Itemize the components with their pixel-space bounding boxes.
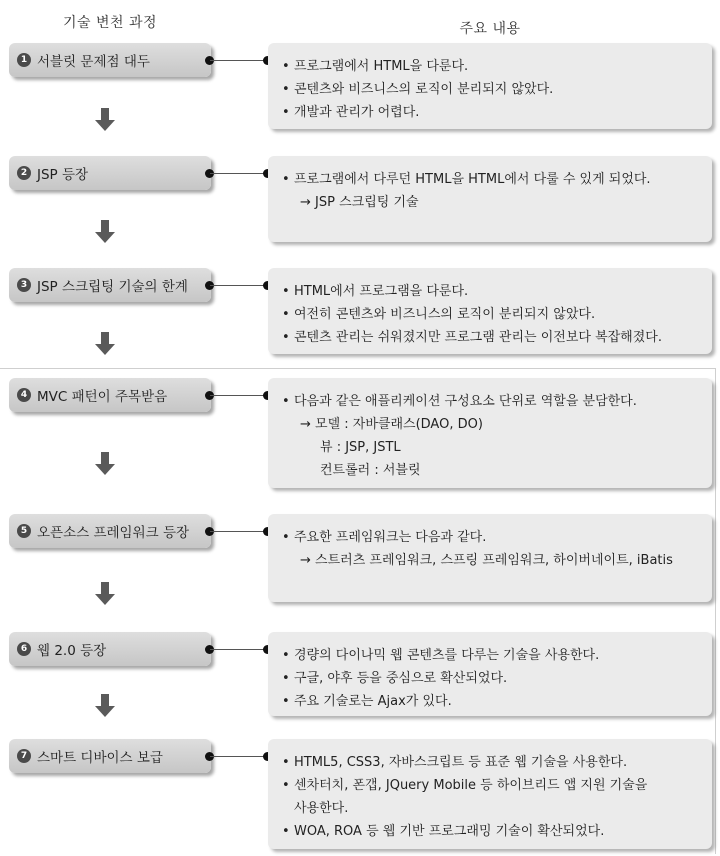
content-text: 프로그램에서 다루던 HTML을 HTML에서 다룰 수 있게 되었다. [294, 172, 651, 187]
content-box-2 [268, 156, 712, 242]
content-line [282, 191, 702, 214]
bullet-icon: • [282, 172, 290, 187]
content-line [282, 459, 702, 482]
content-text: 센차터치, 폰갭, JQuery Mobile 등 하이브리드 앱 지원 기술을 [294, 778, 648, 793]
content-text: 컨트롤러 : 서블릿 [320, 463, 421, 478]
bullet-icon [282, 549, 294, 572]
content-line [282, 303, 702, 326]
stage-4 [9, 378, 211, 412]
connector-line [210, 395, 266, 396]
content-line [282, 751, 702, 774]
connector-line [210, 756, 266, 757]
content-text: HTML5, CSS3, 자바스크립트 등 표준 웹 기술을 사용한다. [294, 755, 628, 770]
stage-1 [9, 43, 211, 77]
stage-6 [9, 632, 211, 666]
content-line [282, 326, 702, 349]
bullet-icon: • [282, 530, 290, 545]
bullet-icon: • [282, 778, 290, 793]
content-box-5 [268, 514, 712, 602]
connector-line [210, 285, 266, 286]
content-line [282, 644, 702, 667]
content-text: WOA, ROA 등 웹 기반 프로그래밍 기술이 확산되었다. [294, 824, 605, 839]
content-text: 여전히 콘텐츠와 비즈니스의 로직이 분리되지 않았다. [294, 307, 596, 322]
stage-2 [9, 156, 211, 190]
bullet-icon: • [282, 824, 290, 839]
content-box-6 [268, 632, 712, 716]
stage-number-badge: 5 [17, 524, 31, 538]
content-text: 주요 기술로는 Ajax가 있다. [294, 694, 452, 709]
bullet-icon: • [282, 671, 290, 686]
down-arrow-icon [95, 220, 115, 244]
stage-label: MVC 패턴이 주목받음 [37, 389, 168, 405]
bullet-icon: • [282, 394, 290, 409]
content-line [282, 667, 702, 690]
content-box-4 [268, 378, 712, 488]
bullet-icon [282, 797, 294, 820]
content-text: 주요한 프레임워크는 다음과 같다. [294, 530, 487, 545]
content-text: 개발과 관리가 어렵다. [294, 105, 420, 120]
bullet-icon: • [282, 755, 290, 770]
content-line [282, 797, 702, 820]
stage-label: 웹 2.0 등장 [37, 643, 107, 659]
content-text: 사용한다. [294, 801, 349, 816]
stage-label: 스마트 디바이스 보급 [37, 750, 163, 766]
content-text: 뷰 : JSP, JSTL [320, 440, 401, 455]
content-text: → 모델 : 자바클래스(DAO, DO) [300, 417, 483, 432]
stage-label: 서블릿 문제점 대두 [37, 54, 150, 70]
content-line [282, 774, 702, 797]
stage-5 [9, 514, 211, 548]
content-box-1 [268, 43, 712, 129]
content-line [282, 436, 702, 459]
bullet-icon [282, 459, 294, 482]
content-line [282, 78, 702, 101]
header-content: 주요 내용 [459, 21, 521, 37]
stage-number-badge: 7 [17, 749, 31, 763]
bullet-icon: • [282, 330, 290, 345]
stage-number-badge: 3 [17, 278, 31, 292]
down-arrow-icon [95, 452, 115, 476]
connector-line [210, 173, 266, 174]
stage-number-badge: 2 [17, 166, 31, 180]
bullet-icon: • [282, 694, 290, 709]
stage-number-badge: 4 [17, 388, 31, 402]
bullet-icon: • [282, 105, 290, 120]
content-line [282, 526, 702, 549]
content-text: 콘텐츠 관리는 쉬워졌지만 프로그램 관리는 이전보다 복잡해졌다. [294, 330, 662, 345]
content-text: 경량의 다이나믹 웹 콘텐츠를 다루는 기술을 사용한다. [294, 648, 600, 663]
content-line [282, 101, 702, 124]
content-text: HTML에서 프로그램을 다룬다. [294, 284, 469, 299]
content-box-3 [268, 268, 712, 354]
down-arrow-icon [95, 332, 115, 356]
bullet-icon [282, 436, 294, 459]
stage-number-badge: 6 [17, 642, 31, 656]
down-arrow-icon [95, 108, 115, 132]
content-line [282, 549, 702, 572]
bullet-icon: • [282, 59, 290, 74]
content-line [282, 168, 702, 191]
bullet-icon: • [282, 82, 290, 97]
header-stages: 기술 변천 과정 [62, 15, 158, 31]
content-text: 콘텐츠와 비즈니스의 로직이 분리되지 않았다. [294, 82, 554, 97]
bullet-icon [282, 191, 294, 214]
content-line [282, 390, 702, 413]
stage-label: JSP 스크립팅 기술의 한계 [37, 279, 188, 295]
connector-line [210, 60, 266, 61]
content-line [282, 55, 702, 78]
stage-label: JSP 등장 [37, 167, 89, 183]
content-line [282, 280, 702, 303]
bullet-icon: • [282, 307, 290, 322]
bullet-icon: • [282, 648, 290, 663]
content-text: → 스트러츠 프레임워크, 스프링 프레임워크, 하이버네이트, iBatis [300, 553, 673, 568]
stage-number-badge: 1 [17, 53, 31, 67]
content-text: 구글, 야후 등을 중심으로 확산되었다. [294, 671, 508, 686]
bullet-icon: • [282, 284, 290, 299]
down-arrow-icon [95, 582, 115, 606]
stage-3 [9, 268, 211, 302]
content-line [282, 820, 702, 843]
content-box-7 [268, 739, 712, 849]
content-line [282, 690, 702, 713]
down-arrow-icon [95, 694, 115, 718]
content-text: → JSP 스크립팅 기술 [300, 195, 419, 210]
stage-7 [9, 739, 211, 773]
connector-line [210, 649, 266, 650]
bullet-icon [282, 413, 294, 436]
content-text: 프로그램에서 HTML을 다룬다. [294, 59, 469, 74]
content-text: 다음과 같은 애플리케이션 구성요소 단위로 역할을 분담한다. [294, 394, 637, 409]
connector-line [210, 531, 266, 532]
stage-label: 오픈소스 프레임워크 등장 [37, 525, 190, 541]
content-line [282, 413, 702, 436]
